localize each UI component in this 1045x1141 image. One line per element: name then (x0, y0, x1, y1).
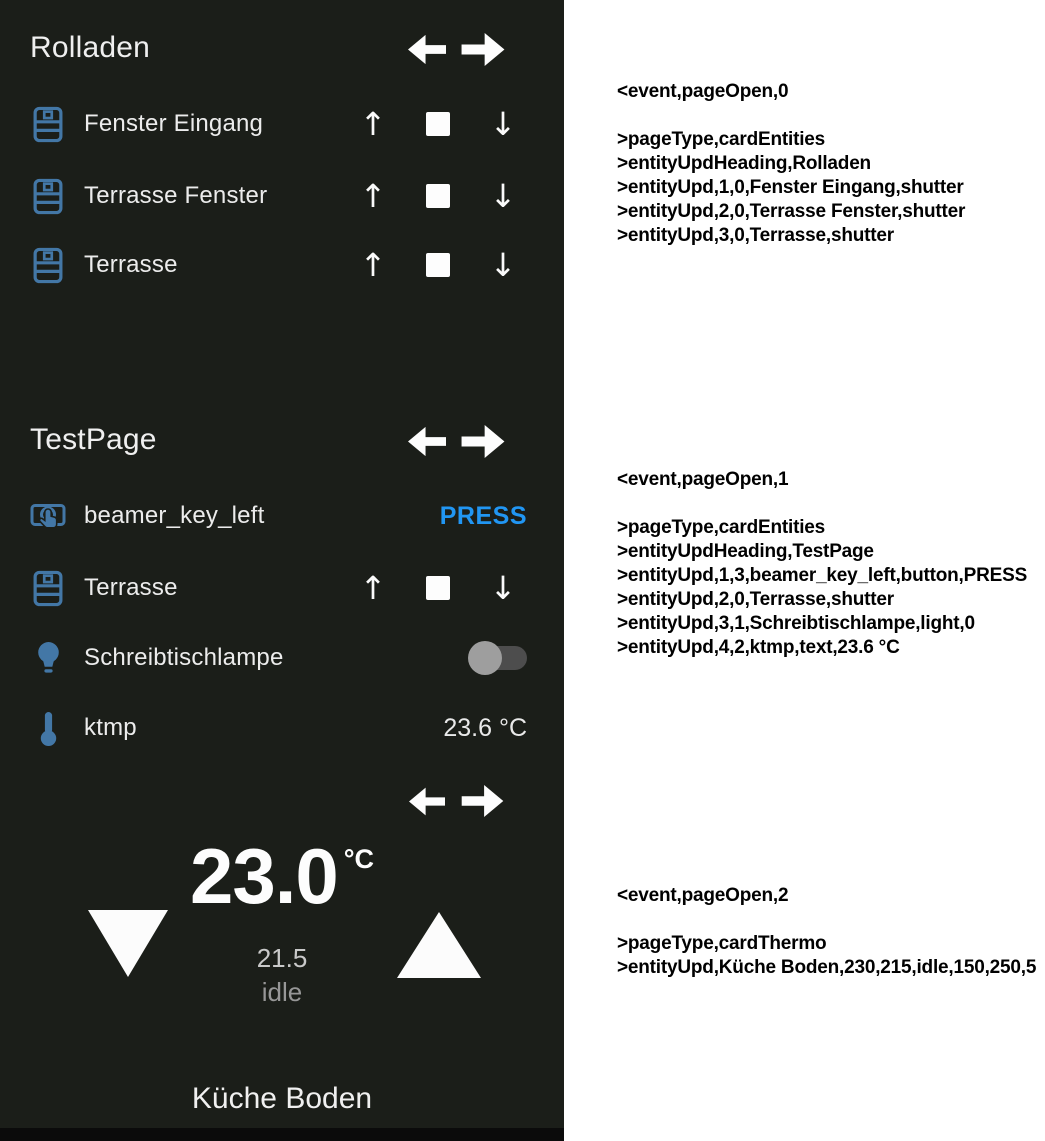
entity-label: Fenster Eingang (84, 110, 264, 137)
log-line: >entityUpdHeading,TestPage (617, 541, 874, 562)
setpoint-value: 21.5 (256, 943, 308, 973)
log-event-line: <event,pageOpen,0 (617, 81, 789, 102)
log-line: >pageType,cardEntities (617, 129, 826, 150)
shutter-stop-button[interactable] (418, 564, 458, 612)
entity-label: Schreibtischlampe (84, 644, 284, 671)
arrow-left-bold-icon (408, 426, 446, 457)
current-temperature-value: 23.0 (189, 832, 338, 920)
toggle-knob (468, 641, 502, 675)
stop-icon (426, 253, 450, 277)
shutter-up-button[interactable] (353, 564, 393, 612)
entity-row (30, 634, 534, 682)
card2-title: TestPage (30, 423, 157, 456)
log-line: >entityUpd,4,2,ktmp,text,23.6 °C (617, 637, 900, 658)
thermometer-icon (30, 710, 66, 747)
shutter-down-button[interactable] (483, 100, 523, 148)
current-temperature (0, 832, 564, 920)
card1-title: Rolladen (30, 31, 151, 64)
thermostat-title: Küche Boden (191, 1082, 373, 1115)
window-shutter-icon (30, 570, 66, 607)
shutter-up-button[interactable] (353, 100, 393, 148)
entity-row (30, 241, 534, 289)
card1-nav-right-button[interactable] (461, 33, 505, 71)
gesture-tap-button-icon (30, 500, 66, 533)
entity-row (30, 492, 534, 540)
arrow-right-bold-icon (461, 425, 505, 458)
arrow-left-bold-icon (408, 34, 446, 65)
light-bulb-icon (30, 640, 66, 677)
up-arrow-icon: ↑ (359, 569, 387, 607)
log-line: >pageType,cardEntities (617, 517, 826, 538)
stop-icon (426, 576, 450, 600)
entity-row (30, 100, 534, 148)
shutter-down-button[interactable] (483, 172, 523, 220)
stop-icon (426, 184, 450, 208)
log-line: >entityUpd,2,0,Terrasse Fenster,shutter (617, 201, 966, 222)
log-line: >entityUpd,1,3,beamer_key_left,button,PRESS (617, 565, 1028, 586)
shutter-up-button[interactable] (353, 172, 393, 220)
entity-label: Terrasse (84, 251, 178, 278)
shutter-up-button[interactable] (353, 241, 393, 289)
entity-label: Terrasse Fenster (84, 182, 268, 209)
stop-icon (426, 112, 450, 136)
window-shutter-icon (30, 106, 66, 143)
press-button[interactable]: PRESS (439, 501, 527, 530)
log-line: >entityUpd,Küche Boden,230,215,idle,150,250,5 (617, 957, 1037, 978)
up-arrow-icon: ↑ (359, 177, 387, 215)
light-toggle-switch[interactable] (470, 646, 527, 670)
arrow-right-bold-icon (461, 33, 505, 66)
entity-row (30, 564, 534, 612)
entity-label: Terrasse (84, 574, 178, 601)
card2-nav-right-button[interactable] (461, 425, 505, 463)
card2-nav-left-button[interactable] (408, 426, 446, 462)
shutter-stop-button[interactable] (418, 241, 458, 289)
log-event-line: <event,pageOpen,2 (617, 885, 789, 906)
log-line: >entityUpd,3,1,Schreibtischlampe,light,0 (617, 613, 975, 634)
log-spacer (617, 104, 965, 128)
window-shutter-icon (30, 247, 66, 284)
up-arrow-icon: ↑ (359, 105, 387, 143)
temperature-unit: °C (343, 844, 375, 874)
log-event-line: <event,pageOpen,1 (617, 469, 789, 490)
entity-row (30, 172, 534, 220)
down-arrow-icon: ↓ (489, 246, 517, 284)
shutter-down-button[interactable] (483, 241, 523, 289)
log-line: >entityUpd,3,0,Terrasse,shutter (617, 225, 894, 246)
shutter-stop-button[interactable] (418, 100, 458, 148)
down-arrow-icon: ↓ (489, 177, 517, 215)
log-group-page2 (617, 884, 1036, 980)
log-line: >entityUpd,1,0,Fenster Eingang,shutter (617, 177, 964, 198)
log-line: >pageType,cardThermo (617, 933, 827, 954)
shutter-down-button[interactable] (483, 564, 523, 612)
entity-row (30, 704, 534, 752)
arrow-left-bold-icon (409, 787, 445, 816)
log-line: >entityUpd,2,0,Terrasse,shutter (617, 589, 894, 610)
window-shutter-icon (30, 178, 66, 215)
log-spacer (617, 908, 1036, 932)
panel-bottom-edge (0, 1128, 564, 1141)
card3-nav-right-button[interactable] (461, 785, 504, 822)
protocol-log (564, 0, 1045, 1141)
log-group-page0 (617, 80, 965, 248)
arrow-right-bold-icon (461, 785, 504, 817)
shutter-stop-button[interactable] (418, 172, 458, 220)
log-spacer (617, 492, 1027, 516)
thermostat-state: idle (261, 977, 303, 1007)
log-line: >entityUpdHeading,Rolladen (617, 153, 871, 174)
up-arrow-icon: ↑ (359, 246, 387, 284)
entity-label: ktmp (84, 714, 137, 741)
down-arrow-icon: ↓ (489, 569, 517, 607)
card3-nav-left-button[interactable] (409, 787, 445, 821)
entity-label: beamer_key_left (84, 502, 265, 529)
card1-nav-left-button[interactable] (408, 34, 446, 70)
log-group-page1 (617, 468, 1027, 660)
down-arrow-icon: ↓ (489, 105, 517, 143)
sensor-value: 23.6 °C (443, 713, 527, 742)
